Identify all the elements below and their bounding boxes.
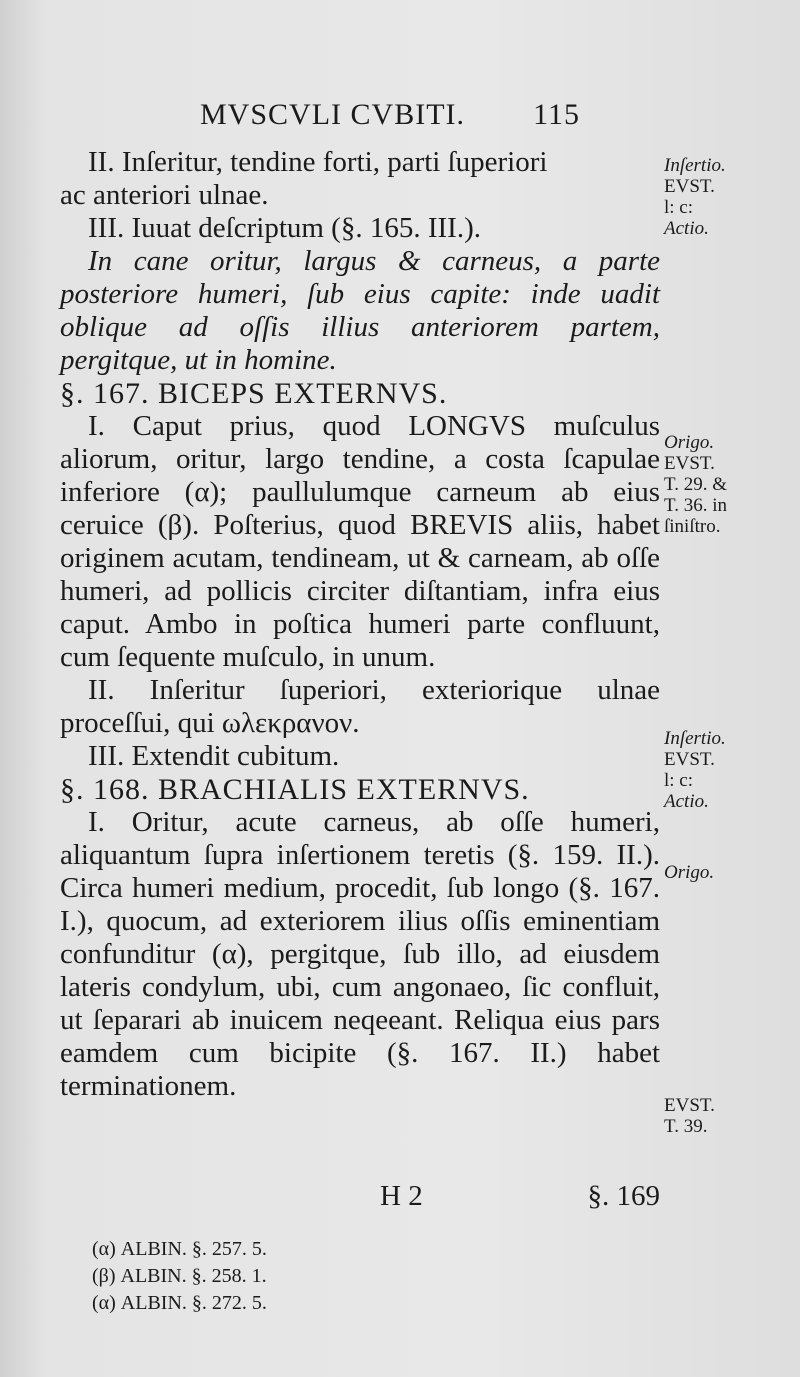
page-footer — [60, 1180, 660, 1213]
margin-label: Actio. — [664, 218, 709, 239]
margin-label: Origo. — [664, 862, 715, 883]
margin-label: T. 29. & — [664, 474, 727, 495]
section-heading-167: §. 167. BICEPS EXTERNVS. — [60, 377, 448, 410]
margin-label: ſiniſtro. — [664, 516, 721, 537]
margin-note-evst-39 — [664, 1095, 794, 1137]
footnote: (β) ALBIN. §. 258. 1. — [92, 1265, 267, 1287]
margin-label: EVST. — [664, 1095, 715, 1116]
text-line-2: ac anteriori ulnae. — [60, 179, 269, 211]
footnote: (α) ALBIN. §. 257. 5. — [92, 1238, 267, 1260]
margin-label: EVST. — [664, 453, 715, 474]
footnotes — [92, 1236, 592, 1317]
paragraph-168-origo: I. Oritur, acute carneus, ab oſſe humeri, aliquantum ſupra inſertionem teretis (§. 159. II.). Circa humeri medium, procedit, ſub longo (§. 167. I.), quocum, ad exteriorem ilius oſſis eminentiam confunditur (α), pergitque, ſub illo, ad eiusdem lateris condylum, ubi, cum angonaeo, ſic confluit, ut ſeparari ab inuicem neqeeant. Reliqua eius pars eamdem cum bicipite (§. 167. II.) habet terminationem. — [60, 806, 660, 1102]
margin-label: EVST. — [664, 749, 715, 770]
margin-note-insertio-1 — [664, 155, 794, 239]
margin-note-insertio-2 — [664, 728, 794, 812]
margin-label: T. 39. — [664, 1116, 708, 1137]
margin-label: Inſertio. — [664, 728, 726, 749]
signature-mark: H 2 — [380, 1180, 423, 1212]
margin-label: Inſertio. — [664, 155, 726, 176]
dog-note-paragraph: In cane oritur, largus & carneus, a parte posteriore humeri, ſub eius capite: inde uadit oblique ad oſſis illius anteriorem partem, pergitque, ut in homine. — [60, 245, 660, 376]
text-line-insertio: II. Inſeritur, tendine forti, parti ſuperiori — [88, 146, 548, 178]
text-line-actio: III. Iuuat deſcriptum (§. 165. III.). — [88, 212, 481, 244]
margin-label: Actio. — [664, 791, 709, 812]
page-header — [200, 98, 580, 132]
margin-note-origo-1 — [664, 432, 794, 537]
paragraph-167-insertio: II. Inſeritur ſuperiori, exteriorique ulnae proceſſui, qui ωλεκρανον. — [60, 674, 660, 739]
paragraph-167-origo: I. Caput prius, quod LONGVS muſculus aliorum, oritur, largo tendine, a costa ſcapulae inferiore (α); paullulumque carneum ab eius ceruice (β). Poſterius, quod BREVIS aliis, habet originem acutam, tendineam, ut & carneam, ab oſſe humeri, ad pollicis circiter diſtantiam, infra eius caput. Ambo in poſtica humeri parte confluunt, cum ſequente muſculo, in unum. — [60, 410, 660, 673]
text-line-ulnae — [60, 179, 660, 212]
margin-label: EVST. — [664, 176, 715, 197]
margin-label: l: c: — [664, 770, 694, 791]
catchword: §. 169 — [587, 1180, 660, 1212]
paragraph-167-actio: III. Extendit cubitum. — [88, 740, 340, 772]
section-heading-168: §. 168. BRACHIALIS EXTERNVS. — [60, 773, 530, 806]
margin-note-origo-2 — [664, 862, 794, 883]
margin-label: l: c: — [664, 197, 694, 218]
main-text — [60, 146, 660, 1103]
page-number: 115 — [533, 98, 580, 131]
running-title: MVSCVLI CVBITI. — [200, 98, 466, 131]
margin-label: T. 36. in — [664, 495, 727, 516]
footnote: (α) ALBIN. §. 272. 5. — [92, 1292, 267, 1314]
margin-label: Origo. — [664, 432, 715, 453]
